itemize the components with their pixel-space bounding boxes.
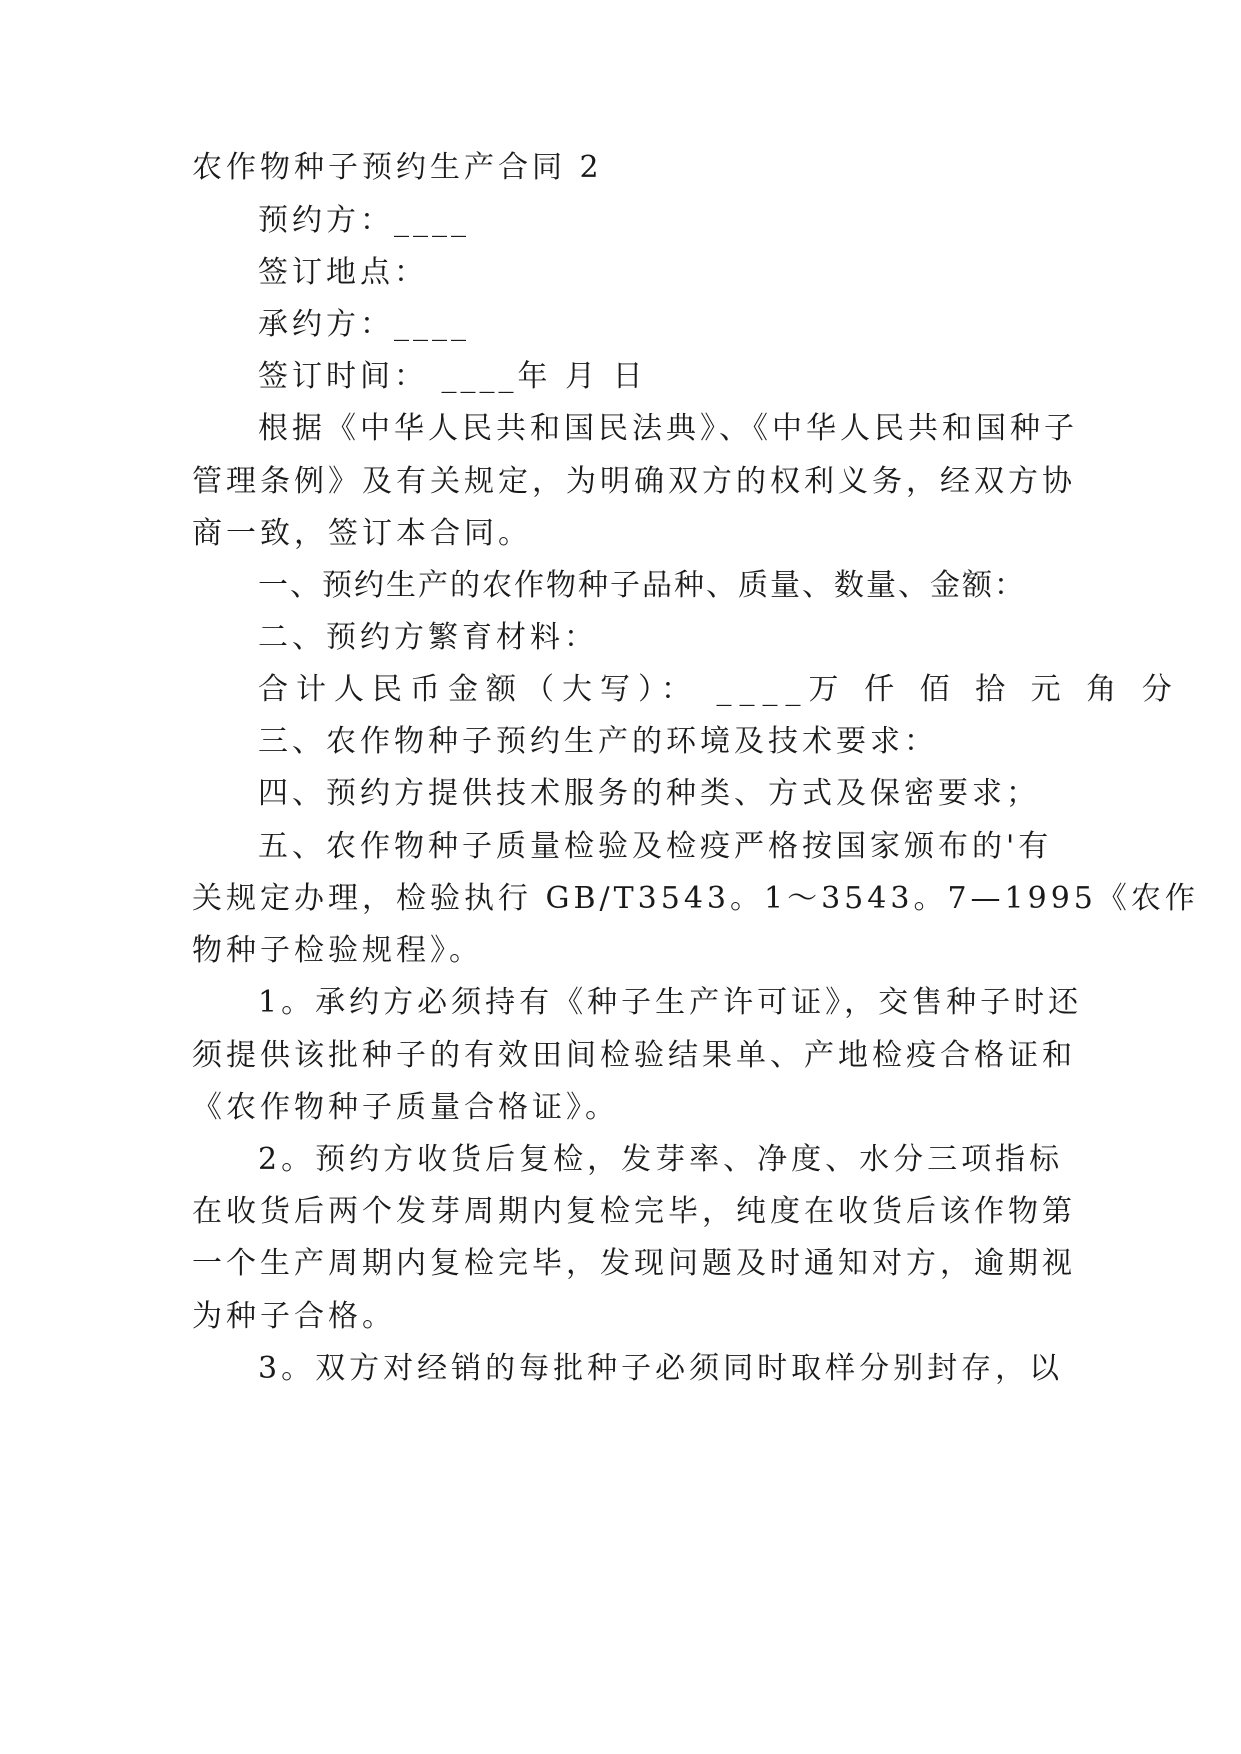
total-amount-line: 合计人民币金额（大写）： ____万 仟 佰 拾 元 角 分 bbox=[258, 672, 1180, 707]
clause-3: 三、农作物种子预约生产的环境及技术要求： bbox=[258, 724, 938, 759]
item-2-line: 2。预约方收货后复检，发芽率、净度、水分三项指标 bbox=[258, 1142, 1064, 1177]
signing-date-line: 签订时间： ____年 月 日 bbox=[258, 359, 647, 394]
item-1-line: 1。承约方必须持有《种子生产许可证》，交售种子时还 bbox=[258, 985, 1083, 1020]
clause-5-line: 物种子检验规程》。 bbox=[192, 933, 483, 968]
intro-paragraph-line: 管理条例》及有关规定，为明确双方的权利义务，经双方协 bbox=[192, 464, 1076, 499]
clause-1: 一、预约生产的农作物种子品种、质量、数量、金额： bbox=[258, 568, 1026, 603]
intro-paragraph-line: 根据《中华人民共和国民法典》、《中华人民共和国种子 bbox=[258, 411, 1078, 446]
item-2-line: 一个生产周期内复检完毕，发现问题及时通知对方，逾期视 bbox=[192, 1246, 1076, 1281]
item-3-line: 3。双方对经销的每批种子必须同时取样分别封存，以 bbox=[258, 1351, 1064, 1386]
signing-place-line: 签订地点： bbox=[258, 255, 428, 290]
item-1-line: 《农作物种子质量合格证》。 bbox=[192, 1090, 619, 1125]
clause-4: 四、预约方提供技术服务的种类、方式及保密要求； bbox=[258, 776, 1040, 811]
item-1-line: 须提供该批种子的有效田间检验结果单、产地检疫合格证和 bbox=[192, 1038, 1076, 1073]
item-2-line: 在收货后两个发芽周期内复检完毕，纯度在收货后该作物第 bbox=[192, 1194, 1076, 1229]
party-b-line: 承约方：____ bbox=[258, 307, 470, 342]
document-title: 农作物种子预约生产合同 2 bbox=[192, 150, 603, 185]
clause-2: 二、预约方繁育材料： bbox=[258, 620, 598, 655]
clause-5-line: 关规定办理，检验执行 GB/T3543。1～3543。7—1995《农作 bbox=[192, 881, 1199, 916]
item-2-line: 为种子合格。 bbox=[192, 1299, 396, 1334]
clause-5-line: 五、农作物种子质量检验及检疫严格按国家颁布的'有 bbox=[258, 829, 1053, 864]
intro-paragraph-line: 商一致，签订本合同。 bbox=[192, 516, 532, 551]
party-a-line: 预约方：____ bbox=[258, 203, 470, 238]
